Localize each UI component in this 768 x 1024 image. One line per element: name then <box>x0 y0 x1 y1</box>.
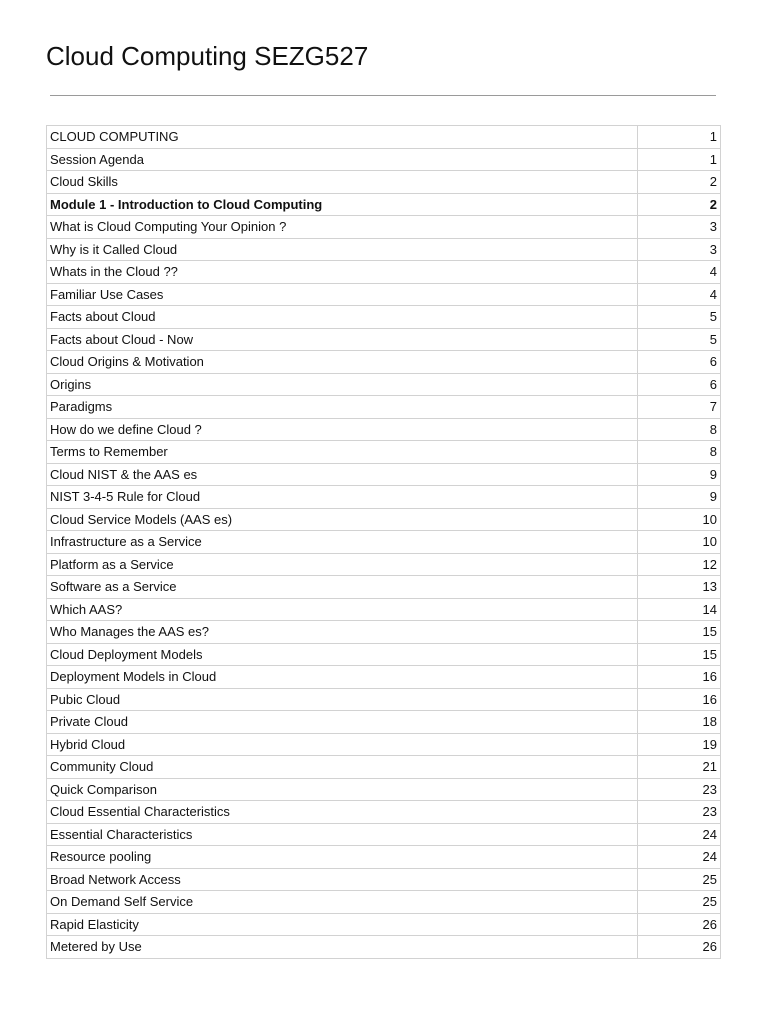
toc-row <box>47 126 721 149</box>
toc-row <box>47 193 721 216</box>
toc-entry-title: Deployment Models in Cloud <box>47 666 638 689</box>
toc-row <box>47 778 721 801</box>
toc-entry-title: CLOUD COMPUTING <box>47 126 638 149</box>
title-divider <box>50 95 716 96</box>
toc-entry-page: 4 <box>638 261 721 284</box>
toc-entry-title: Whats in the Cloud ?? <box>47 261 638 284</box>
toc-body <box>47 126 721 959</box>
toc-entry-title: Cloud Deployment Models <box>47 643 638 666</box>
toc-entry-title: Module 1 - Introduction to Cloud Computing <box>47 193 638 216</box>
document-title: Cloud Computing SEZG527 <box>46 41 369 71</box>
toc-row <box>47 733 721 756</box>
toc-row <box>47 801 721 824</box>
toc-entry-page: 19 <box>638 733 721 756</box>
toc-entry-page: 13 <box>638 576 721 599</box>
toc-entry-title: Facts about Cloud - Now <box>47 328 638 351</box>
toc-row <box>47 486 721 509</box>
toc-row <box>47 756 721 779</box>
toc-entry-title: Origins <box>47 373 638 396</box>
toc-entry-title: Session Agenda <box>47 148 638 171</box>
toc-row <box>47 328 721 351</box>
toc-entry-page: 7 <box>638 396 721 419</box>
toc-entry-page: 8 <box>638 418 721 441</box>
toc-entry-title: Who Manages the AAS es? <box>47 621 638 644</box>
toc-entry-page: 3 <box>638 216 721 239</box>
toc-entry-page: 25 <box>638 868 721 891</box>
toc-entry-title: Which AAS? <box>47 598 638 621</box>
toc-entry-page: 16 <box>638 688 721 711</box>
toc-entry-title: Pubic Cloud <box>47 688 638 711</box>
toc-entry-page: 15 <box>638 643 721 666</box>
toc-entry-title: Terms to Remember <box>47 441 638 464</box>
toc-row <box>47 441 721 464</box>
toc-entry-page: 2 <box>638 193 721 216</box>
toc-entry-title: Platform as a Service <box>47 553 638 576</box>
toc-entry-title: Cloud Essential Characteristics <box>47 801 638 824</box>
toc-entry-page: 2 <box>638 171 721 194</box>
toc-row <box>47 711 721 734</box>
toc-row <box>47 531 721 554</box>
toc-row <box>47 576 721 599</box>
toc-row <box>47 936 721 959</box>
toc-entry-page: 24 <box>638 846 721 869</box>
toc-row <box>47 148 721 171</box>
toc-row <box>47 351 721 374</box>
toc-row <box>47 508 721 531</box>
toc-row <box>47 913 721 936</box>
toc-entry-title: Essential Characteristics <box>47 823 638 846</box>
toc-entry-page: 26 <box>638 936 721 959</box>
toc-entry-title: Familiar Use Cases <box>47 283 638 306</box>
toc-entry-title: Paradigms <box>47 396 638 419</box>
toc-row <box>47 598 721 621</box>
table-of-contents <box>46 125 721 959</box>
toc-row <box>47 846 721 869</box>
toc-row <box>47 171 721 194</box>
toc-entry-page: 18 <box>638 711 721 734</box>
toc-entry-title: Rapid Elasticity <box>47 913 638 936</box>
toc-row <box>47 868 721 891</box>
toc-entry-page: 5 <box>638 306 721 329</box>
toc-entry-title: Cloud Service Models (AAS es) <box>47 508 638 531</box>
toc-entry-title: Community Cloud <box>47 756 638 779</box>
toc-entry-page: 1 <box>638 126 721 149</box>
toc-entry-title: Cloud NIST & the AAS es <box>47 463 638 486</box>
toc-entry-title: Why is it Called Cloud <box>47 238 638 261</box>
toc-entry-title: Cloud Skills <box>47 171 638 194</box>
toc-row <box>47 688 721 711</box>
toc-row <box>47 621 721 644</box>
toc-row <box>47 216 721 239</box>
toc-entry-page: 21 <box>638 756 721 779</box>
toc-entry-page: 24 <box>638 823 721 846</box>
toc-entry-page: 8 <box>638 441 721 464</box>
toc-entry-title: Quick Comparison <box>47 778 638 801</box>
toc-entry-page: 9 <box>638 463 721 486</box>
toc-entry-title: Resource pooling <box>47 846 638 869</box>
toc-entry-title: Broad Network Access <box>47 868 638 891</box>
toc-entry-page: 25 <box>638 891 721 914</box>
toc-entry-page: 3 <box>638 238 721 261</box>
toc-row <box>47 463 721 486</box>
toc-entry-page: 12 <box>638 553 721 576</box>
toc-entry-page: 5 <box>638 328 721 351</box>
toc-entry-page: 10 <box>638 531 721 554</box>
toc-row <box>47 891 721 914</box>
toc-entry-title: Facts about Cloud <box>47 306 638 329</box>
toc-entry-page: 15 <box>638 621 721 644</box>
toc-entry-page: 9 <box>638 486 721 509</box>
toc-entry-title: NIST 3-4-5 Rule for Cloud <box>47 486 638 509</box>
toc-row <box>47 283 721 306</box>
toc-entry-title: Private Cloud <box>47 711 638 734</box>
toc-entry-title: What is Cloud Computing Your Opinion ? <box>47 216 638 239</box>
toc-entry-page: 10 <box>638 508 721 531</box>
toc-entry-page: 14 <box>638 598 721 621</box>
toc-row <box>47 643 721 666</box>
toc-entry-page: 4 <box>638 283 721 306</box>
toc-entry-page: 16 <box>638 666 721 689</box>
toc-row <box>47 396 721 419</box>
toc-entry-title: On Demand Self Service <box>47 891 638 914</box>
toc-row <box>47 306 721 329</box>
toc-row <box>47 823 721 846</box>
toc-row <box>47 553 721 576</box>
toc-row <box>47 261 721 284</box>
toc-entry-page: 26 <box>638 913 721 936</box>
toc-entry-title: Infrastructure as a Service <box>47 531 638 554</box>
toc-entry-title: Hybrid Cloud <box>47 733 638 756</box>
toc-entry-title: Software as a Service <box>47 576 638 599</box>
toc-entry-title: Cloud Origins & Motivation <box>47 351 638 374</box>
toc-row <box>47 666 721 689</box>
toc-entry-page: 1 <box>638 148 721 171</box>
toc-row <box>47 238 721 261</box>
toc-row <box>47 418 721 441</box>
toc-entry-page: 23 <box>638 801 721 824</box>
toc-row <box>47 373 721 396</box>
toc-entry-title: Metered by Use <box>47 936 638 959</box>
toc-entry-page: 6 <box>638 351 721 374</box>
toc-entry-page: 23 <box>638 778 721 801</box>
toc-entry-title: How do we define Cloud ? <box>47 418 638 441</box>
toc-entry-page: 6 <box>638 373 721 396</box>
